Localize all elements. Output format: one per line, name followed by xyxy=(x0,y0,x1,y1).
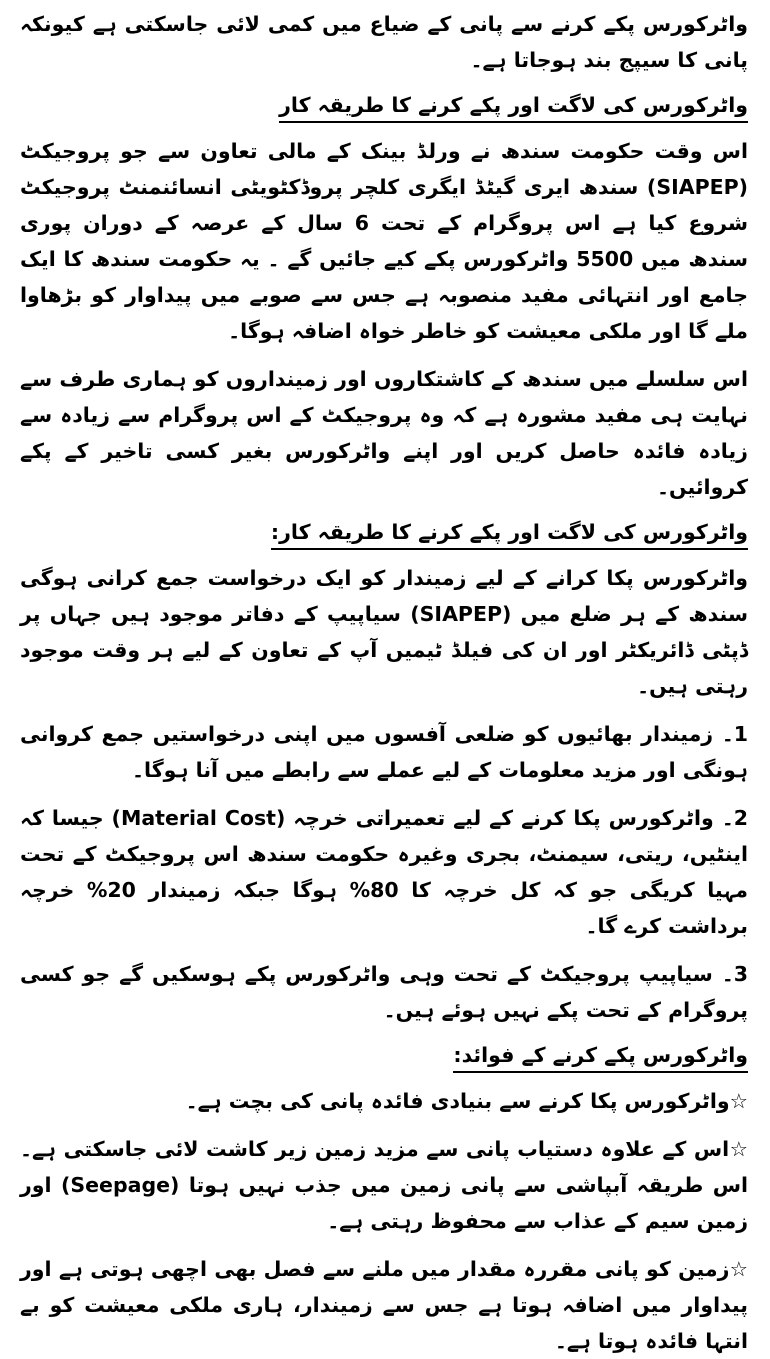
section-heading-cost-method: واٹرکورس کی لاگت اور پکے کرنے کا طریقہ کار xyxy=(279,90,748,123)
benefit-item-2: ☆اس کے علاوہ دستیاب پانی سے مزید زمین زیر کاشت لائی جاسکتی ہے۔ اس طریقہ آبپاشی سے پانی زمین میں جذب نہیں ہوتا (Seepage) اور زمین سیم کے عذاب سے محفوظ رہتی ہے۔ xyxy=(20,1137,749,1233)
list-item-2: 2۔ واٹرکورس پکا کرنے کے لیے تعمیراتی خرچہ (Material Cost) جیسا کہ اینٹیں، ریتی، سیمنٹ، بجری وغیرہ حکومت سندھ اس پروجیکٹ کے تحت مہیا کریگی جو کہ کل خرچہ کا 80% ہوگا جبکہ زمیندار 20% خرچہ برداشت کرے گا۔ xyxy=(20,806,749,938)
section-heading-benefits: واٹرکورس پکے کرنے کے فوائد: xyxy=(453,1040,748,1073)
paragraph-advice: اس سلسلے میں سندھ کے کاشتکاروں اور زمینداروں کو ہماری طرف سے نہایت ہی مفید مشورہ ہے کہ وہ پروجیکٹ کے اس پروگرام سے زیادہ سے زیادہ فائدہ حاصل کریں اور اپنے واٹرکورس بغیر کسی تاخیر کے پکے کروائیں۔ xyxy=(20,367,748,499)
benefit-item-3: ☆زمین کو پانی مقررہ مقدار میں ملنے سے فصل بھی اچھی ہوتی ہے اور پیداوار میں اضافہ ہوتا ہے جس سے زمیندار، ہاری ملکی معیشت کو بے انتہا فائدہ ہوتا ہے۔ xyxy=(20,1257,748,1353)
section-heading-cost-method-2: واٹرکورس کی لاگت اور پکے کرنے کا طریقہ کار: xyxy=(271,517,748,550)
list-item-3: 3۔ سیاپیپ پروجیکٹ کے تحت وہی واٹرکورس پکے ہوسکیں گے جو کسی پروگرام کے تحت پکے نہیں ہوئے ہیں۔ xyxy=(20,962,748,1022)
paragraph-government-project: اس وقت حکومت سندھ نے ورلڈ بینک کے مالی تعاون سے جو پروجیکٹ (SIAPEP) سندھ ایری گیٹڈ ایگری کلچر پروڈکٹویٹی انسائنمنٹ پروجیکٹ شروع کیا ہے اس پروگرام کے تحت 6 سال کے عرصہ کے دوران پوری سندھ میں 5500 واٹرکورس پکے کیے جائیں گے ۔ یہ حکومت سندھ کا ایک جامع اور انتہائی مفید منصوبہ ہے جس سے صوبے میں پیداوار کو بڑھاوا ملے گا اور ملکی معیشت کو خاطر خواہ اضافہ ہوگا۔ xyxy=(20,139,749,343)
benefit-item-1: ☆واٹرکورس پکا کرنے سے بنیادی فائدہ پانی کی بچت ہے۔ xyxy=(185,1089,748,1113)
list-item-1: 1۔ زمیندار بھائیوں کو ضلعی آفسوں میں اپنی درخواستیں جمع کروانی ہونگی اور مزید معلومات کے لیے عملے سے رابطے میں آنا ہوگا۔ xyxy=(20,722,748,782)
paragraph-application: واٹرکورس پکا کرانے کے لیے زمیندار کو ایک درخواست جمع کرانی ہوگی سندھ کے ہر ضلع میں (SIAPEP) سیاپیپ کے دفاتر موجود ہیں جہاں پر ڈپٹی ڈائریکٹر اور ان کی فیلڈ ٹیمیں آپ کے تعاون کے لیے ہر وقت موجود رہتی ہیں۔ xyxy=(20,566,748,698)
intro-line: واٹرکورس پکے کرنے سے پانی کے ضیاع میں کمی لائی جاسکتی ہے کیونکہ پانی کا سیپج بند ہوجاتا ہے۔ xyxy=(20,12,748,72)
